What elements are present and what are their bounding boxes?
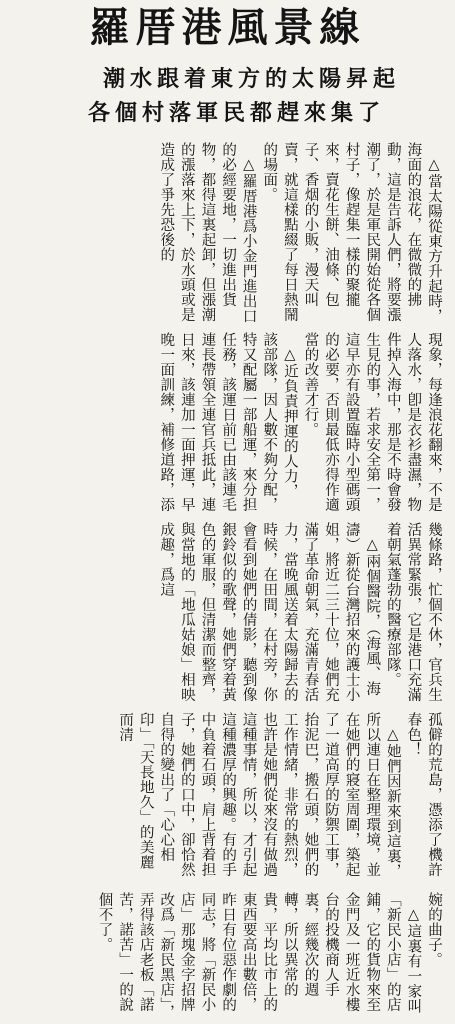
subheadline-1: 潮水跟着東方的太陽昇起 [102, 67, 400, 92]
paragraph-luocuo-port: △羅厝港爲小金門進出口的必經要地，一切進出貨物，都得這裏起卸，但漲潮的漲落來上下，於水頭或是造成了爭先恐後的 [158, 142, 257, 323]
paragraph-continued: 孤僻的荒島，憑添了機許春色！ [405, 712, 442, 877]
headline: 羅厝港風景線 [89, 5, 366, 51]
subheadline-2: 各個村落軍民都趕來集了 [87, 101, 385, 126]
paragraph-continued: 幾條路，忙個不休，官兵生活異常緊張，它是港口充滿着朝氣蓬勃的醫療部隊。 [384, 522, 442, 702]
paragraph-sunrise: △當太陽從東方升起時，海面的浪花，在微微的拂動，這是告訴人們，將要漲潮了，於是軍民開始從各個村子，像趕集一樣的聚攏來，賣花生餅、油條、包子、香烟的小販，漫天叫賣，就這樣點綴了每日熱鬧的場面。 [261, 142, 442, 323]
article-band-3 [20, 522, 444, 702]
article-band-1 [20, 142, 444, 323]
article-band-5 [20, 892, 444, 1020]
article-band-4 [20, 712, 444, 882]
paragraph-continued: 婉的曲子。 [426, 892, 442, 967]
paragraph-nurses: △兩個醫院，（海風、海濤）新從台灣招來的護士小姐，將近二三十位，她們充滿了革命朝氣，充滿青春活力，當晚風送着太陽歸去的時候，在田間，在村旁，你會看到她們的倩影，聽到像銀鈴似的歌聲，她們穿着黃色的軍服，但清潔而整齊，與當地的「地瓜姑娘」相映成趣，爲這 [158, 522, 381, 702]
article-band-2 [20, 332, 444, 512]
paragraph-continued: 現象，每逢浪花翻來，不是人落水，卽是衣衫盡濕，物件掉入海中，那是不時會發生見的事，若求安全第一，這早亦有設置臨時小型碼頭的必要，否則最低亦得作適當的改善才行。 [302, 332, 442, 512]
paragraph-fortifications: △她們因新來到這裏，所以連日在整理環境，並在她們的寢室周圍，築起了一道高厚的防禦工事，抬泥巴，搬石頭，她們的工作情緒，非常的熱烈，也許是她們從來沒有做過這種事情，所以，才引起這種濃厚的興趣。有的手中負着石頭，肩上背着担子，她們的口中，卻恰然自得的變出了「心心相印」「天長地久」的美麗而清 [117, 712, 401, 878]
paragraph-xinmin-shop: △這裏有一家叫「新民小店」的店鋪，它的貨物來至金門及一班近水樓台的投機商人手裏，經幾次的週轉，所以異常的貴，平均比市上的東西要高出數倍，昨日有位惡作劇的同志，將「新民小店」那塊金字招牌改爲「新民黑店」，弄得該店老板「諾苦，諾苦」一的說個不了。 [96, 892, 422, 1020]
paragraph-escort-unit: △近負責押運的人力，該部隊，因人數不夠分配，特又配屬一部船運，來分担任務，該運日前已由該連毛連長帶領全連官兵抵此，連日來，該連加一面押運，早晚一面訓練，補修道路，添 [158, 332, 298, 512]
